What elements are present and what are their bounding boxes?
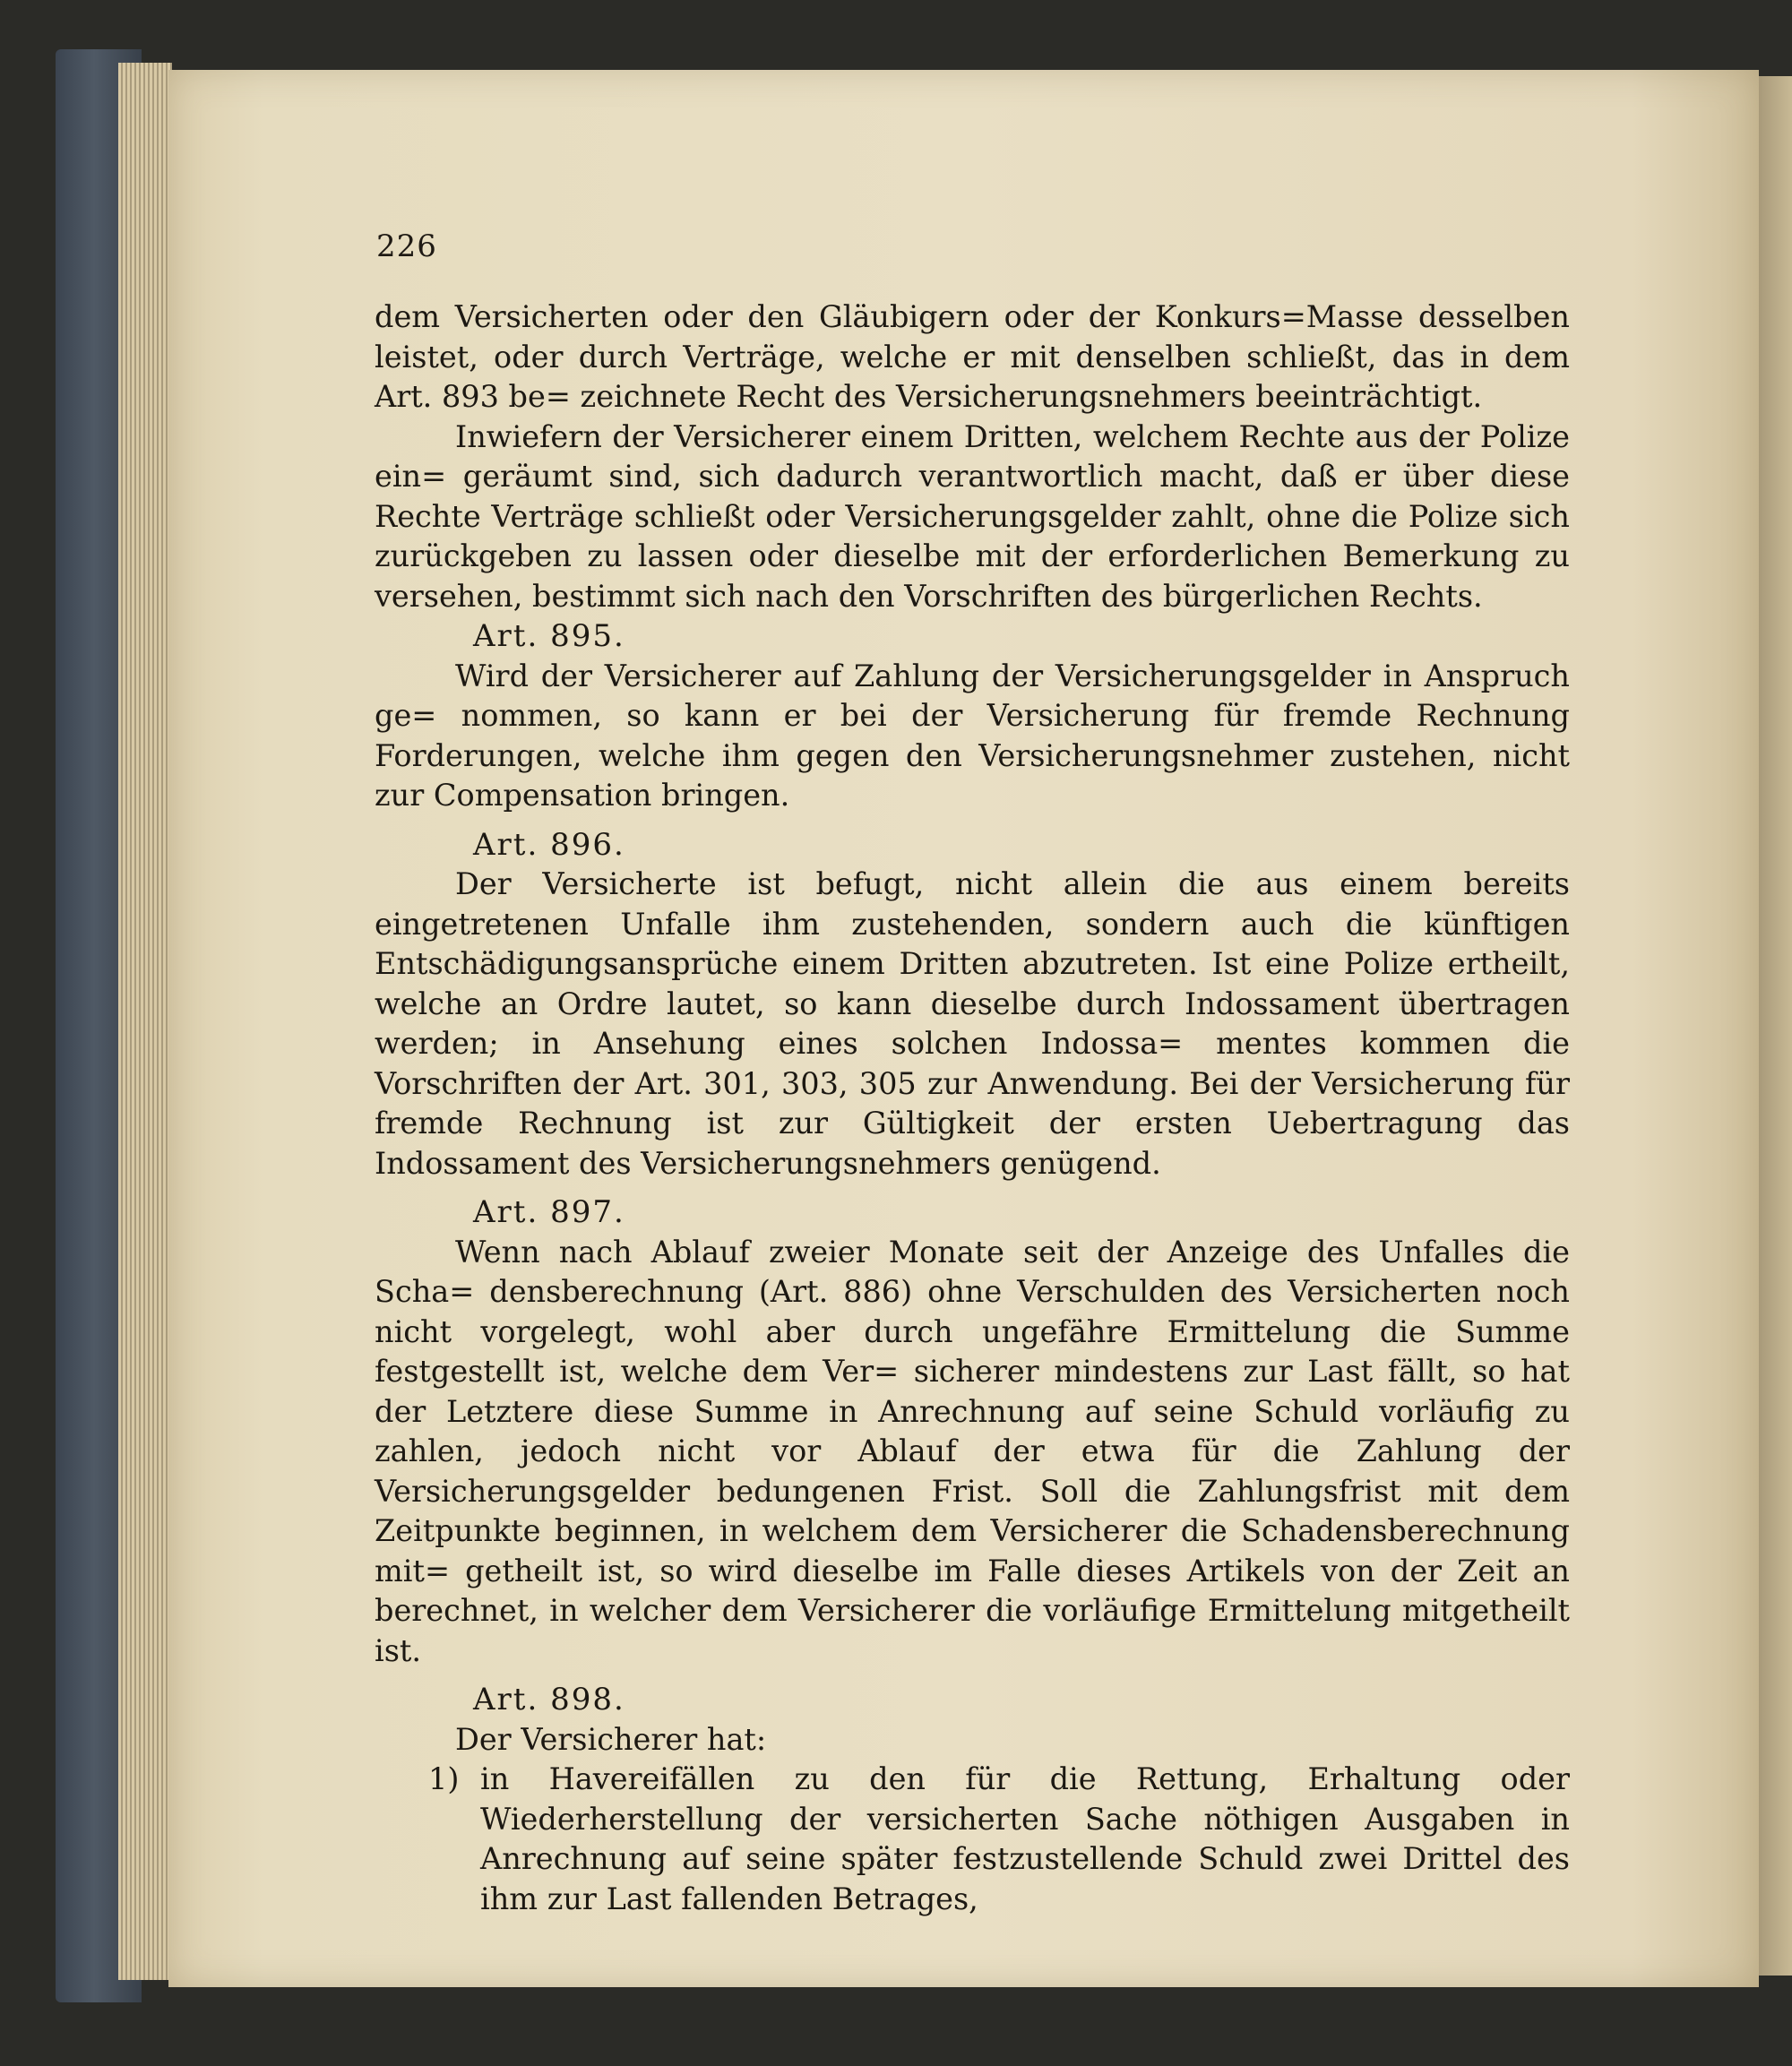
page-number: 226 (376, 228, 437, 264)
article-heading: Art. 896. (473, 826, 625, 863)
paragraph: dem Versicherten oder den Gläubigern oder der Konkurs=Masse desselben leistet, oder durch Verträge, welche er mit denselben schließt, das in dem Art. 893 be= zeichnete Recht des Versicherungsnehmers beeinträchtigt. (375, 299, 1570, 414)
paragraph: Wenn nach Ablauf zweier Monate seit der Anzeige des Unfalles die Scha= densberechnung (Art. 886) ohne Verschulden des Versicherten noch nicht vorgelegt, wohl aber durch ungefähre Ermittelung die Summe festgestellt ist, welche dem Ver= sicherer mindestens zur Last fällt, so hat der Letztere diese Summe in Anrechnung auf seine Schuld vorläufig zu zahlen, jedoch nicht vor Ablauf der etwa für die Zahlung der Versicherungsgelder bedungenen Frist. Soll die Zahlungsfrist mit dem Zeitpunkte beginnen, in welchem dem Versicherer die Schadensberechnung mit= getheilt ist, so wird dieselbe im Falle dieses Artikels von der Zeit an berechnet, in welcher dem Versicherer die vorläufige Ermittelung mitgetheilt ist. (375, 1234, 1570, 1668)
list-text: in Havereifällen zu den für die Rettung, Erhaltung oder Wiederherstellung der versicherten Sache nöthigen Ausgaben in Anrechnung auf seine später festzustellende Schuld zwei Drittel des ihm zur Last fallenden Betrages, (480, 1761, 1570, 1916)
paragraph: Der Versicherer hat: (455, 1721, 767, 1757)
list-number: 1) (428, 1761, 460, 1796)
article-heading: Art. 897. (473, 1194, 625, 1230)
paragraph: Wird der Versicherer auf Zahlung der Versicherungsgelder in Anspruch ge= nommen, so kann er bei der Versicherung für fremde Rechnung Forderungen, welche ihm gegen den Versicherungsnehmer zustehen, nicht zur Compensation bringen. (375, 658, 1570, 813)
article-heading: Art. 895. (473, 618, 625, 654)
list-item (375, 1760, 1570, 1919)
paragraph: Der Versicherte ist befugt, nicht allein die aus einem bereits eingetretenen Unfalle ihm zustehenden, sondern auch die künftigen Entschädigungsansprüche einem Dritten abzutreten. Ist eine Polize ertheilt, welche an Ordre lautet, so kann dieselbe durch Indossament übertragen werden; in Ansehung eines solchen Indossa= mentes kommen die Vorschriften der Art. 301, 303, 305 zur Anwendung. Bei der Versicherung für fremde Rechnung ist zur Gültigkeit der ersten Uebertragung das Indossament des Versicherungsnehmers genügend. (375, 866, 1570, 1181)
page-edges (118, 63, 172, 1980)
article-heading: Art. 898. (473, 1682, 625, 1717)
paragraph: Inwiefern der Versicherer einem Dritten, welchem Rechte aus der Polize ein= geräumt sind, sich dadurch verantwortlich macht, daß er über diese Rechte Verträge schließt oder Versicherungsgelder zahlt, ohne die Polize sich zurückgeben zu lassen oder dieselbe mit der erforderlichen Bemerkung zu versehen, bestimmt sich nach den Vorschriften des bürgerlichen Rechts. (375, 418, 1570, 614)
page-text (375, 297, 1570, 1919)
